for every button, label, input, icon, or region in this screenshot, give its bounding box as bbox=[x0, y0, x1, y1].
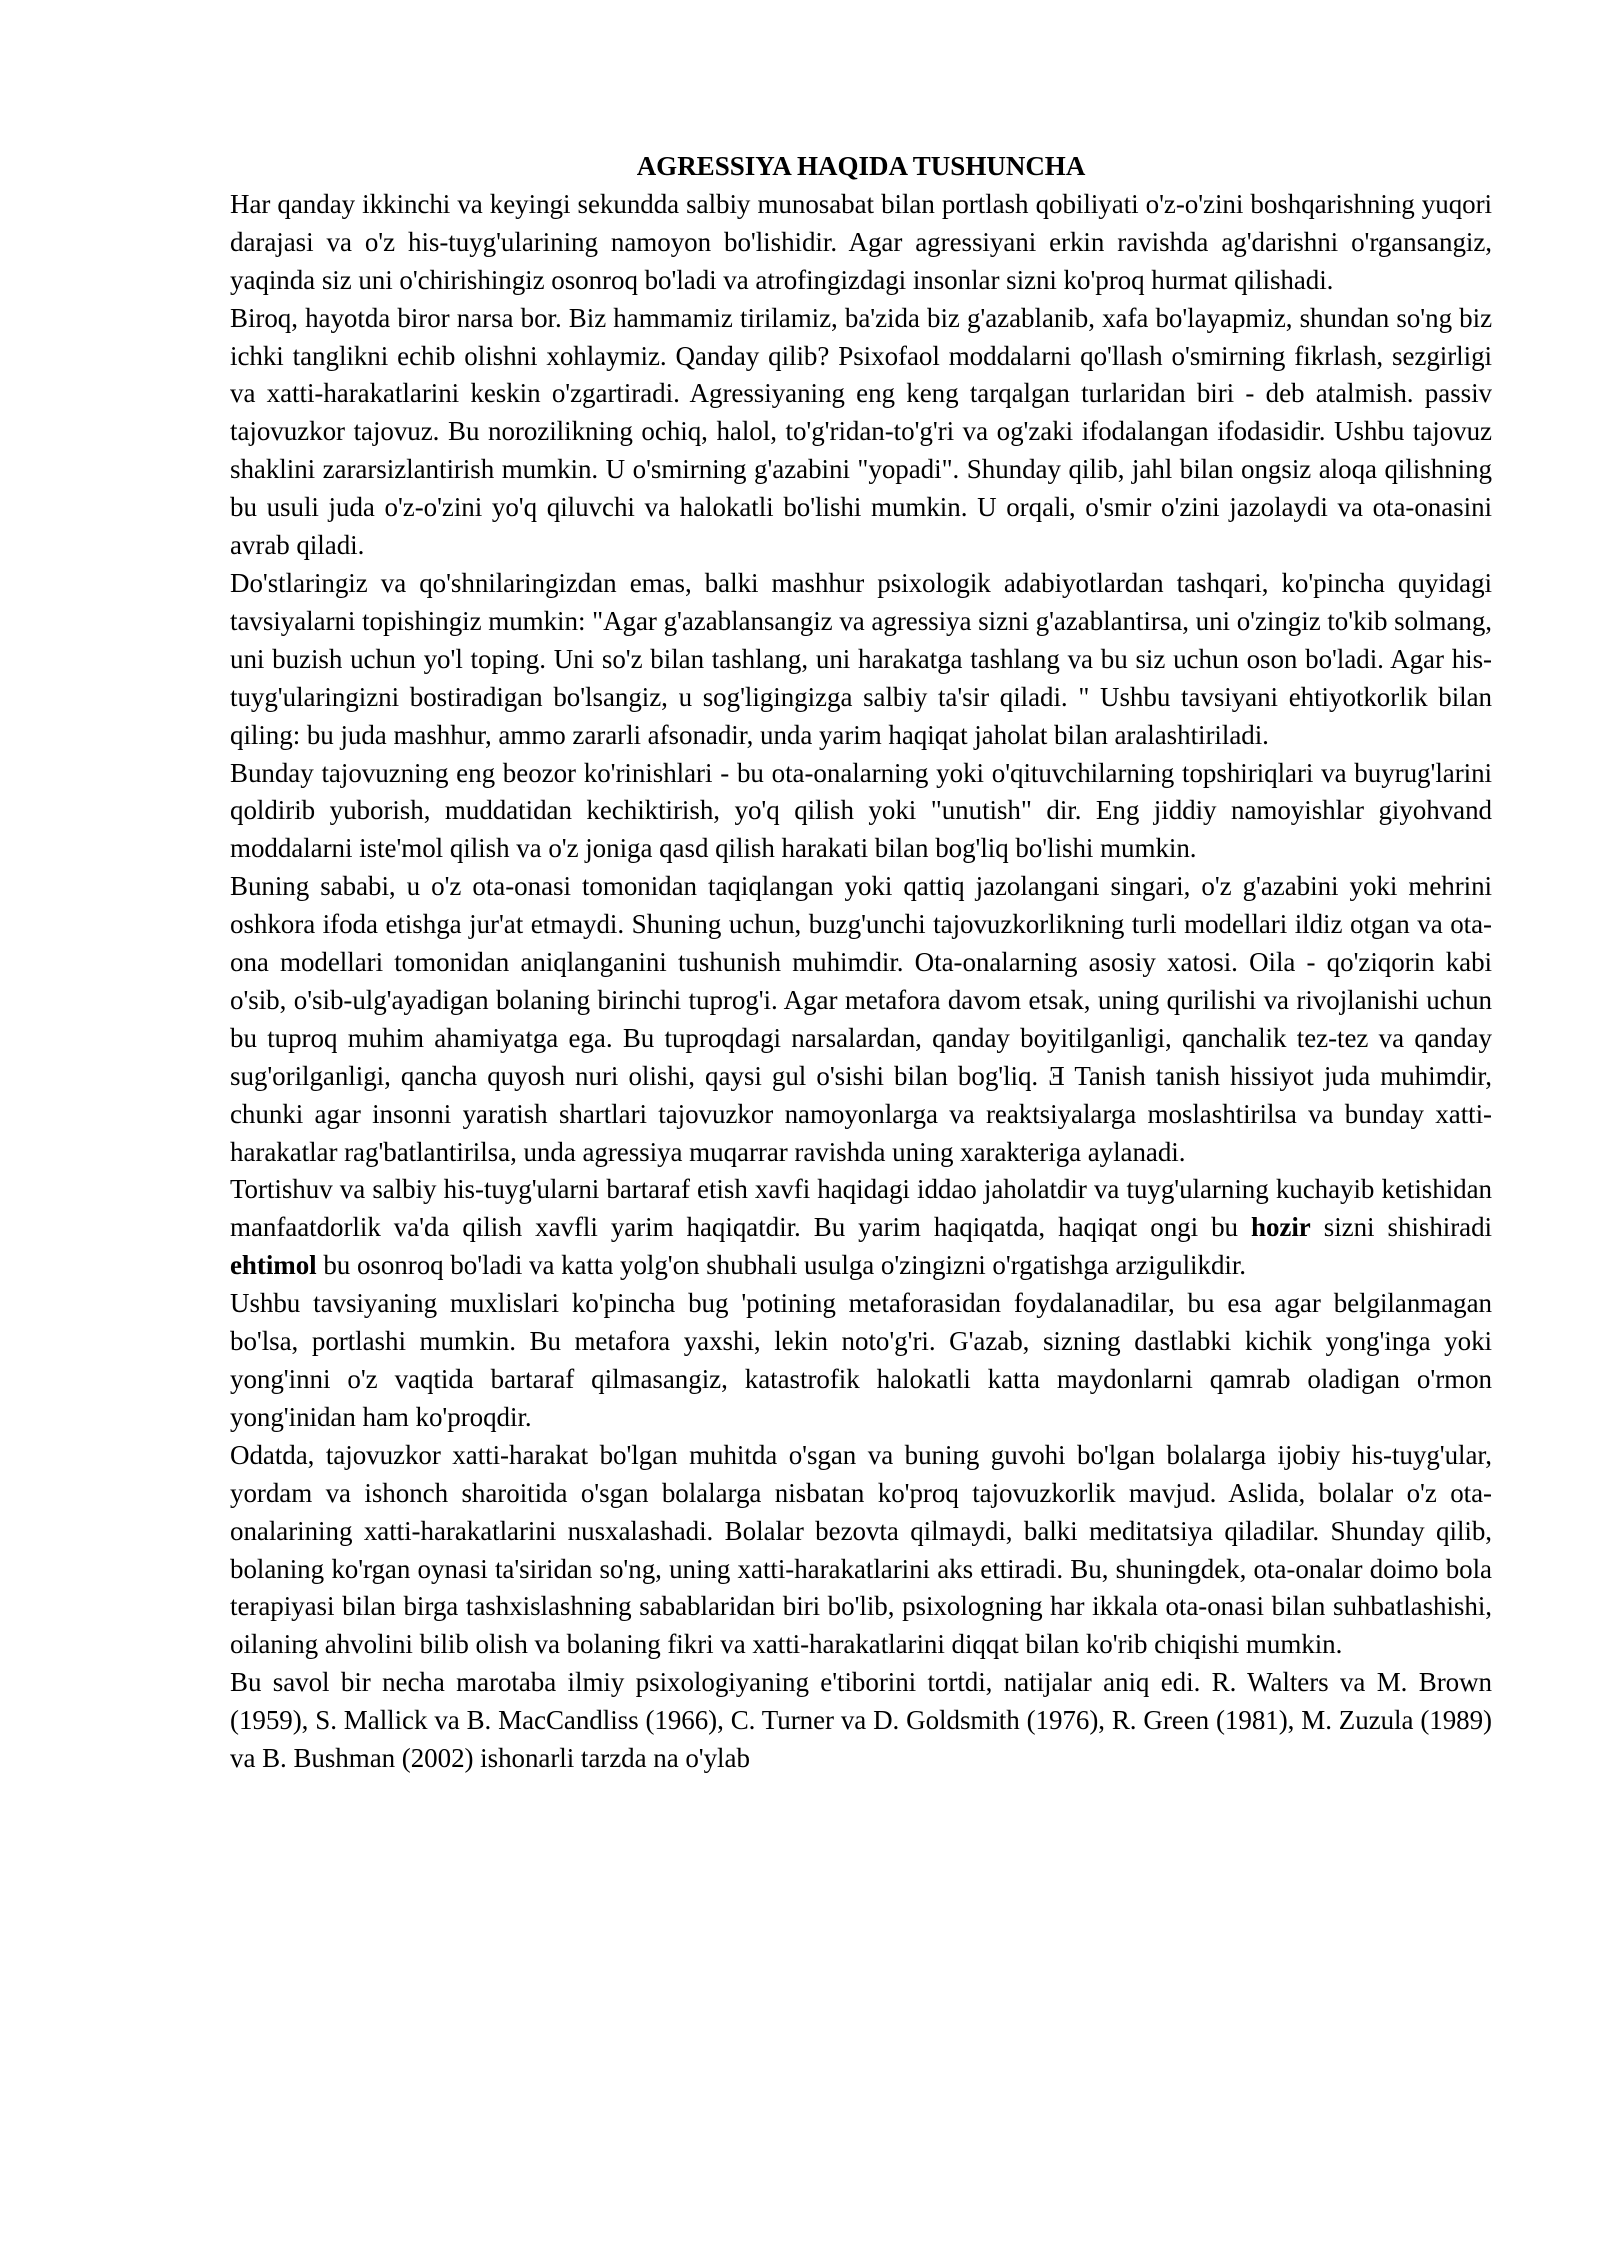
document-title: AGRESSIYA HAQIDA TUSHUNCHA bbox=[636, 151, 1086, 181]
body-paragraph: Bunday tajovuzning eng beozor ko'rinishlari - bu ota-onalarning yoki o'qituvchilarning topshiriqlari va buyrug'larini qoldirib yuborish, muddatidan kechiktirish, yo'q qilish yoki "unutish" dir. Eng jiddiy namoyishlar giyohvand moddalarni iste'mol qilish va o'z joniga qasd qilish harakati bilan bog'liq bo'lishi mumkin. bbox=[230, 757, 1492, 864]
body-paragraph: Har qanday ikkinchi va keyingi sekundda salbiy munosabat bilan portlash qobiliyati o'z-o'zini boshqarishning yuqori darajasi va o'z his-tuyg'ularining namoyon bo'lishidir. Agar agressiyani erkin ravishda ag'darishni o'rgansangiz, yaqinda siz uni o'chirishingiz osonroq bo'ladi va atrofingizdagi insonlar sizni ko'proq hurmat qilishadi. bbox=[230, 188, 1492, 295]
text-run: sizni shishiradi bbox=[1310, 1212, 1492, 1243]
body-paragraph: Do'stlaringiz va qo'shnilaringizdan emas, balki mashhur psixologik adabiyotlardan tashqari, ko'pincha quyidagi tavsiyalarni topishingiz mumkin: "Agar g'azablansangiz va agressiya sizni g'azablantirsa, uni o'zingiz to'kib solmang, uni buzish uchun yo'l toping. Uni so'z bilan tashlang, uni harakatga tashlang va bu siz uchun oson bo'ladi. Agar his-tuyg'ularingizni bostiradigan bo'lsangiz, u sog'ligingizga salbiy ta'sir qiladi. " Ushbu tavsiyani ehtiyotkorlik bilan qiling: bu juda mashhur, ammo zararli afsonadir, unda yarim haqiqat jaholat bilan aralashtiriladi. bbox=[230, 567, 1492, 750]
body-paragraph: Bu savol bir necha marotaba ilmiy psixologiyaning e'tiborini tortdi, natijalar aniq edi. R. Walters va M. Brown (1959), S. Mallick va B. MacCandliss (1966), C. Turner va D. Goldsmith (1976), R. Green (1981), M. Zuzula (1989) va B. Bushman (2002) ishonarli tarzda na o'ylab bbox=[230, 1667, 1492, 1774]
text-run: bu osonroq bo'ladi va katta yolg'on shubhali usulga o'zingizni o'rgatishga arzigulikdir. bbox=[316, 1250, 1246, 1281]
document-page bbox=[230, 148, 1492, 1778]
body-paragraph: Buning sababi, u o'z ota-onasi tomonidan taqiqlangan yoki qattiq jazolangani singari, o'z g'azabini yoki mehrini oshkora ifoda etishga jur'at etmaydi. Shuning uchun, buzg'unchi tajovuzkorlikning turli modellari ildiz otgan va ota-ona modellari tomonidan aniqlanganini tushunish muhimdir. Ota-onalarning asosiy xatosi. Oila - qo'ziqorin kabi o'sib, o'sib-ulg'ayadigan bolaning birinchi tuprog'i. Agar metafora davom etsak, uning qurilishi va rivojlanishi uchun bu tuproq muhim ahamiyatga ega. Bu tuproqdagi narsalardan, qanday boyitilganligi, qanchalik tez-tez va qanday sug'orilganligi, qancha quyosh nuri olishi, qaysi gul o'sishi bilan bog'liq. Ǝ Tanish tanish hissiyot juda muhimdir, chunki agar insonni yaratish shartlari tajovuzkor namoyonlarga va reaktsiyalarga moslashtirilsa va bunday xatti-harakatlar rag'batlantirilsa, unda agressiya muqarrar ravishda uning xarakteriga aylanadi. bbox=[230, 871, 1492, 1167]
text-run: Tortishuv va salbiy his-tuyg'ularni bartaraf etish xavfi haqidagi iddao jaholatdir va tuyg'ularning kuchayib ketishidan manfaatdorlik va'da qilish xavfli yarim haqiqatdir. Bu yarim haqiqatda, haqiqat ongi bu bbox=[230, 1174, 1492, 1243]
body-paragraph: Odatda, tajovuzkor xatti-harakat bo'lgan muhitda o'sgan va buning guvohi bo'lgan bolalarga ijobiy his-tuyg'ular, yordam va ishonch sharoitida o'sgan bolalarga nisbatan ko'proq tajovuzkorlik mavjud. Aslida, bolalar o'z ota-onalarining xatti-harakatlarini nusxalashadi. Bolalar bezovta qilmaydi, balki meditatsiya qiladilar. Shunday qilib, bolaning ko'rgan oynasi ta'siridan so'ng, uning xatti-harakatlarini aks ettiradi. Bu, shuningdek, ota-onalar doimo bola terapiyasi bilan birga tashxislashning sabablaridan biri bo'lib, psixologning har ikkala ota-onasi bilan suhbatlashishi, oilaning ahvolini bilib olish va bolaning fikri va xatti-harakatlarini diqqat bilan ko'rib chiqishi mumkin. bbox=[230, 1439, 1492, 1660]
document-body bbox=[230, 186, 1492, 1778]
body-paragraph: Biroq, hayotda biror narsa bor. Biz hammamiz tirilamiz, ba'zida biz g'azablanib, xafa bo'layapmiz, shundan so'ng biz ichki tanglikni echib olishni xohlaymiz. Qanday qilib? Psixofaol moddalarni qo'llash o'smirning fikrlash, sezgirligi va xatti-harakatlarini keskin o'zgartiradi. Agressiyaning eng keng tarqalgan turlaridan biri - deb atalmish. passiv tajovuzkor tajovuz. Bu norozilikning ochiq, halol, to'g'ridan-to'g'ri va og'zaki ifodalangan ifodasidir. Ushbu tajovuz shaklini zararsizlantirish mumkin. U o'smirning g'azabini "yopadi". Shunday qilib, jahl bilan ongsiz aloqa qilishning bu usuli juda o'z-o'zini yo'q qiluvchi va halokatli bo'lishi mumkin. U orqali, o'smir o'zini jazolaydi va ota-onasini avrab qiladi. bbox=[230, 302, 1492, 561]
body-paragraph: Ushbu tavsiyaning muxlislari ko'pincha bug 'potining metaforasidan foydalanadilar, bu esa agar belgilanmagan bo'lsa, portlashi mumkin. Bu metafora yaxshi, lekin noto'g'ri. G'azab, sizning dastlabki kichik yong'inga yoki yong'inni o'z vaqtida bartaraf qilmasangiz, katastrofik halokatli katta maydonlarni qamrab oladigan o'rmon yong'inidan ham ko'proqdir. bbox=[230, 1288, 1492, 1432]
bold-run: hozir bbox=[1250, 1212, 1311, 1243]
body-paragraph bbox=[230, 1171, 1492, 1285]
bold-run: ehtimol bbox=[230, 1250, 317, 1281]
